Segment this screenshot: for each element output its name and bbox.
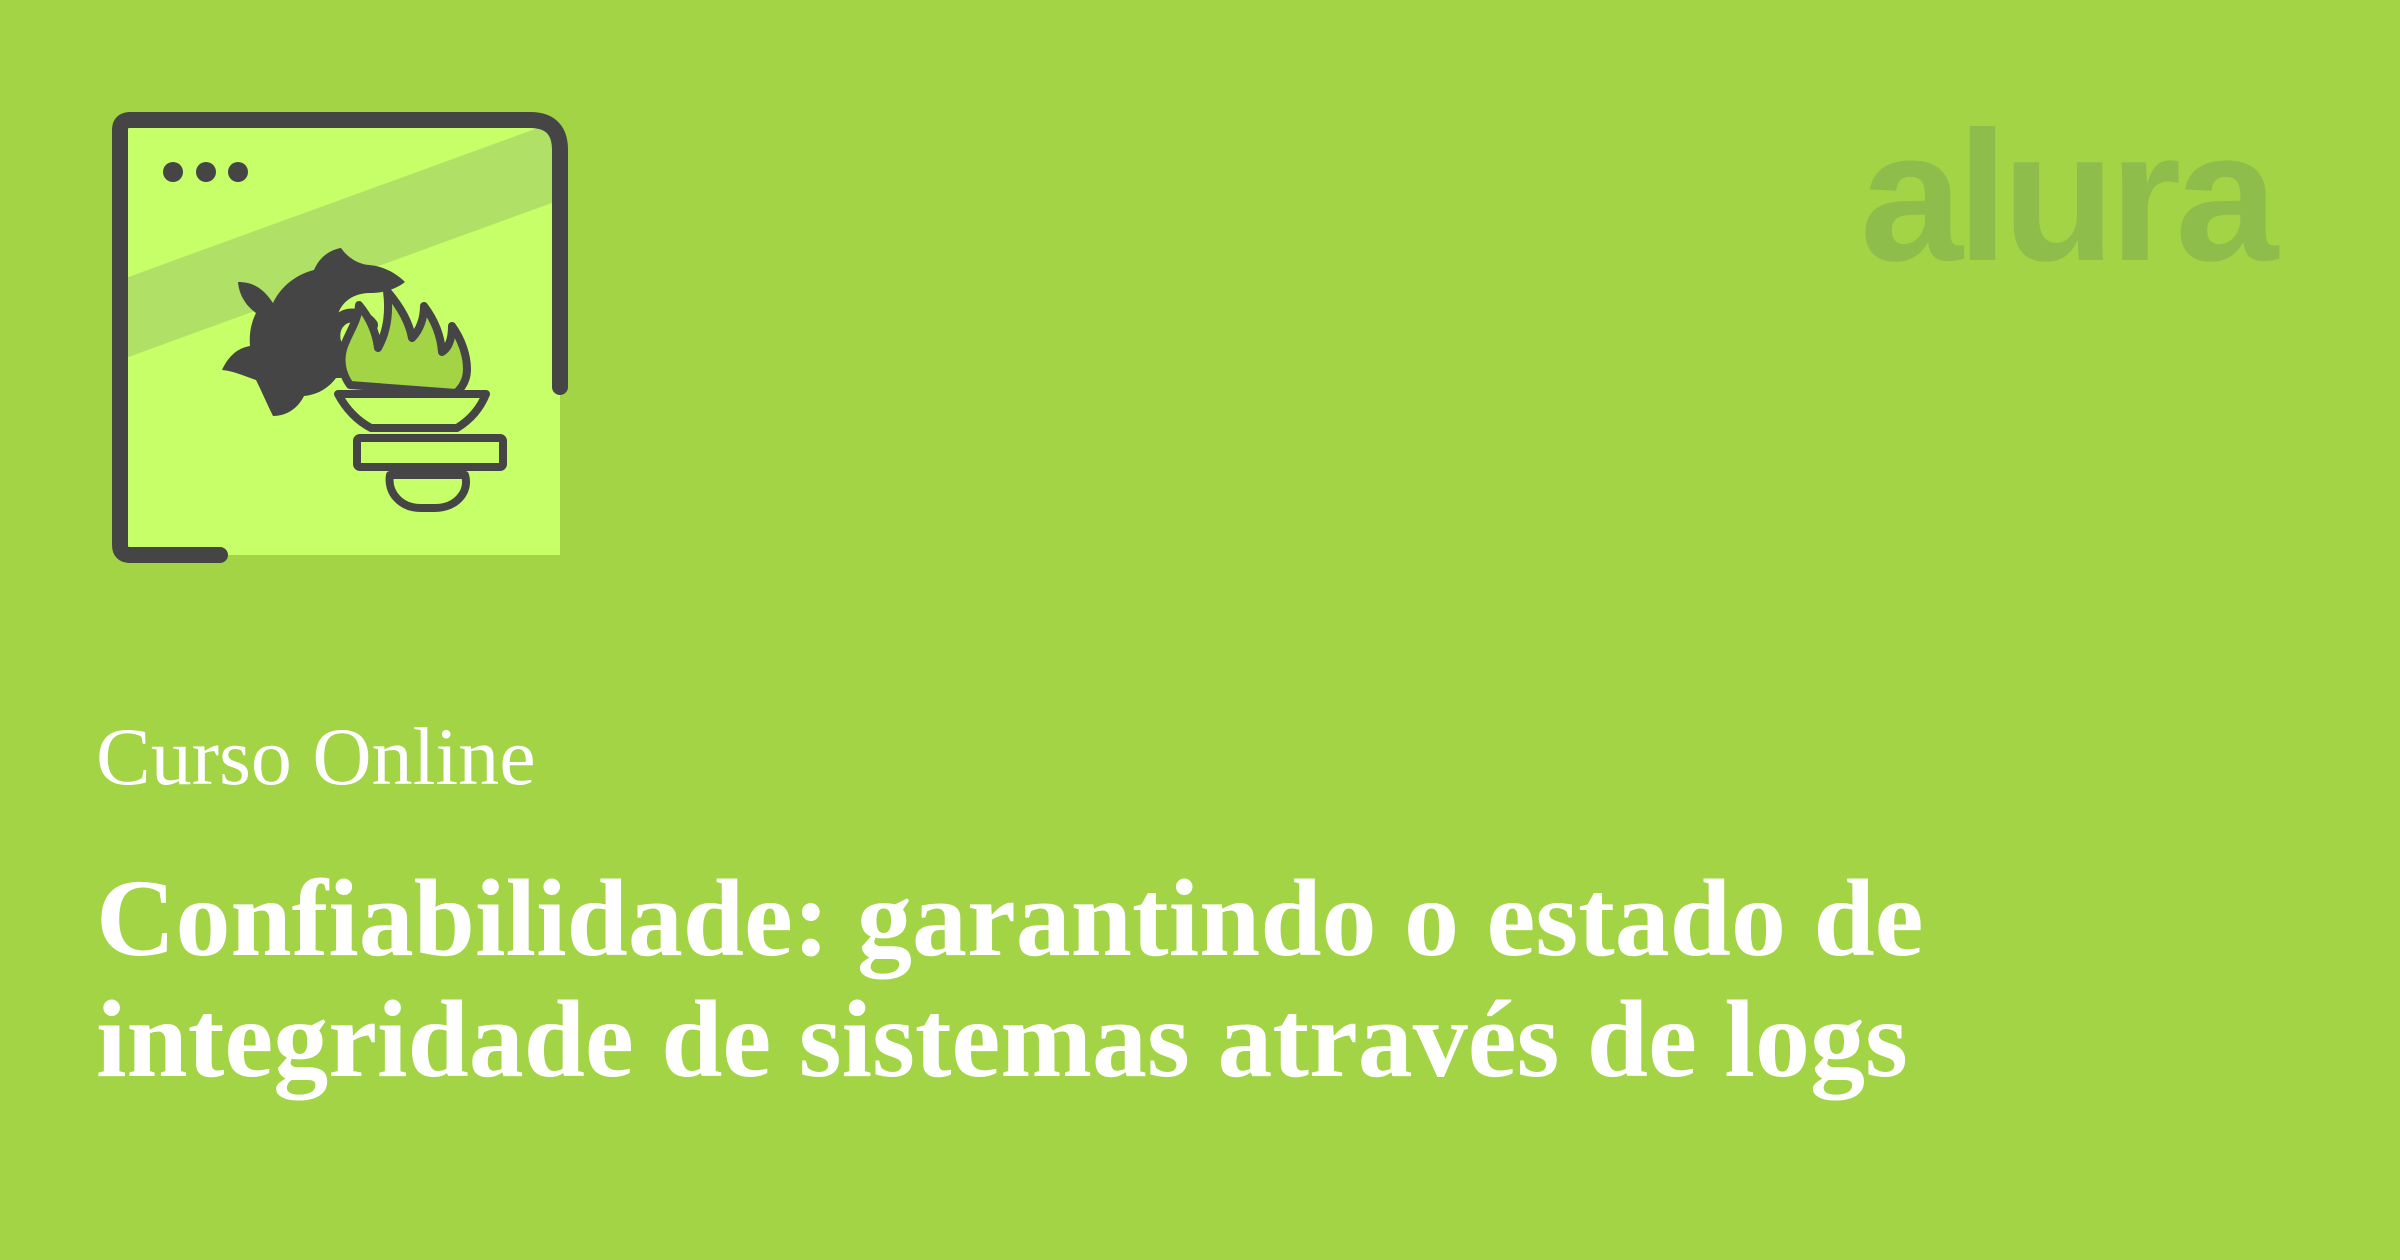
alura-logo <box>1860 70 2320 280</box>
course-title: Confiabilidade: garantindo o estado de integridade de sistemas através de logs <box>96 857 1924 1100</box>
prometheus-band-icon <box>357 438 503 467</box>
prometheus-bowl-icon <box>338 394 486 428</box>
course-kicker: Curso Online <box>96 711 536 802</box>
prometheus-base-icon <box>390 475 466 508</box>
window-dot-icon <box>196 162 216 182</box>
window-dot-icon <box>163 162 183 182</box>
window-dot-icon <box>228 162 248 182</box>
course-icon <box>100 100 580 580</box>
alura-logo-text: alura <box>1860 94 2273 280</box>
